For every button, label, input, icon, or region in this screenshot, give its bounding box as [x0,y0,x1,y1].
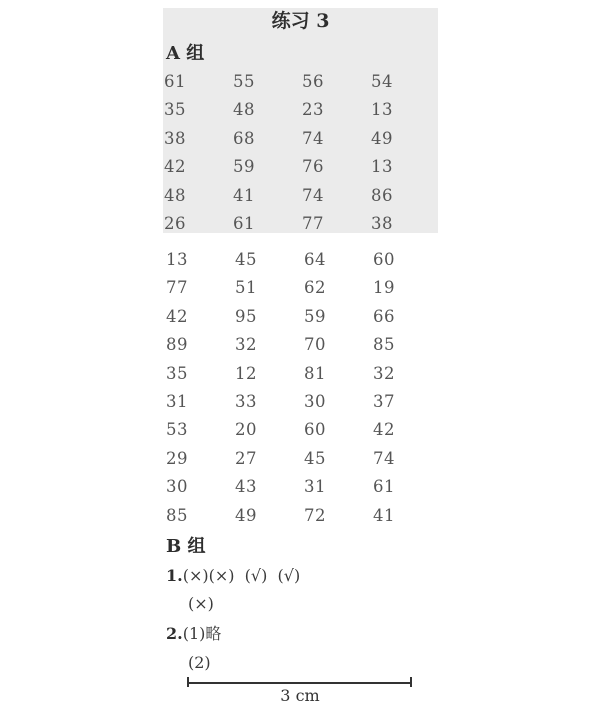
answer-cell: 68 [233,128,255,148]
answer-cell: 85 [373,335,395,355]
question-2 [166,621,221,647]
group-a-answers-block2 [166,246,442,530]
segment-length-label: 3 cm [280,686,320,705]
line-segment [188,682,412,684]
answer-cell: 55 [233,72,255,91]
answer-cell: 51 [235,278,257,298]
answer-cell: 54 [371,72,393,91]
answer-cell: 60 [373,250,395,269]
answer-cell: 20 [235,420,257,440]
question-2-number: 2. [166,624,183,643]
group-a-answers-block1 [164,68,440,238]
answer-cell: 37 [373,392,395,412]
answer-cell: 31 [166,392,188,412]
answer-cell: 72 [304,505,326,525]
answer-cell: 30 [166,477,188,497]
answer-cell: 95 [235,306,257,326]
answer-cell: 45 [235,250,257,269]
answer-cell: 61 [233,214,255,234]
answer-cell: 48 [164,185,186,205]
answer-cell: 42 [166,306,188,326]
answer-cell: 32 [373,363,395,383]
answer-cell: 32 [235,335,257,355]
answer-cell: 64 [304,250,326,269]
answer-cell: 19 [373,278,395,298]
answer-cell: 13 [371,100,393,120]
answer-cell: 70 [304,335,326,355]
question-1-answers: (×)(×) (√) (√) [182,566,301,585]
answer-cell: 81 [304,363,326,383]
answer-cell: 29 [166,448,188,468]
answer-cell: 42 [373,420,395,440]
group-a-heading: A 组 [166,43,205,64]
answer-cell: 89 [166,335,188,355]
answer-cell: 38 [371,214,393,234]
answer-cell: 60 [304,420,326,440]
answer-cell: 61 [373,477,395,497]
answer-cell: 56 [302,72,324,91]
answer-cell: 74 [373,448,395,468]
answer-cell: 30 [304,392,326,412]
answer-cell: 43 [235,477,257,497]
answer-cell: 62 [304,278,326,298]
answer-cell: 23 [302,100,324,120]
answer-cell: 12 [235,363,257,383]
answer-cell: 48 [233,100,255,120]
answer-cell: 38 [164,128,186,148]
answer-cell: 42 [164,157,186,177]
answer-cell: 49 [371,128,393,148]
answer-cell: 49 [235,505,257,525]
group-b-heading: B 组 [166,536,206,557]
question-1-answers-continued: (×) [188,594,214,613]
answer-cell: 61 [164,72,186,91]
answer-cell: 85 [166,505,188,525]
question-1-number: 1. [166,566,183,585]
answer-cell: 76 [302,157,324,177]
answer-cell: 45 [304,448,326,468]
answer-cell: 53 [166,420,188,440]
answer-cell: 13 [166,250,188,269]
answer-cell: 41 [233,185,255,205]
question-2-part-2: (2) [188,653,211,672]
answer-cell: 35 [166,363,188,383]
answer-cell: 27 [235,448,257,468]
answer-cell: 59 [233,157,255,177]
answer-cell: 33 [235,392,257,412]
answer-cell: 26 [164,214,186,234]
answer-cell: 77 [166,278,188,298]
answer-cell: 41 [373,505,395,525]
answer-cell: 86 [371,185,393,205]
answer-cell: 66 [373,306,395,326]
answer-cell: 74 [302,128,324,148]
answer-cell: 59 [304,306,326,326]
answer-cell: 74 [302,185,324,205]
question-1 [166,563,300,589]
answer-cell: 31 [304,477,326,497]
answer-cell: 35 [164,100,186,120]
answer-cell: 13 [371,157,393,177]
question-2-part-1: (1)略 [182,624,222,643]
page-title: 练习 3 [271,10,330,32]
answer-cell: 77 [302,214,324,234]
